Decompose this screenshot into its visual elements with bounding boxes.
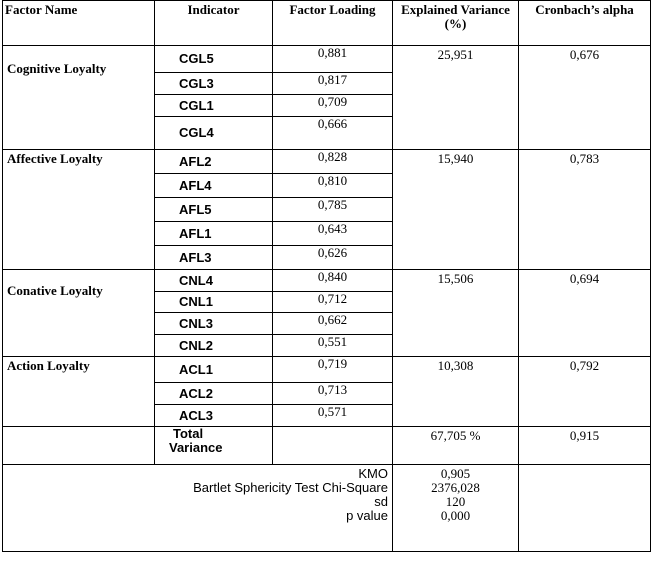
cronbach-alpha-cell: 0,792 xyxy=(519,357,651,427)
table-body xyxy=(3,46,651,552)
factor-loading-cell: 0,713 xyxy=(273,383,393,405)
factor-name-cell: Cognitive Loyalty xyxy=(3,46,155,150)
factor-loading-cell: 0,666 xyxy=(273,117,393,150)
stat-label: KMO xyxy=(358,466,388,481)
factor-loading-cell: 0,643 xyxy=(273,222,393,246)
stat-value: 0,905 xyxy=(440,466,471,481)
indicator-cell: CNL4 xyxy=(155,270,273,292)
factor-loading-cell: 0,810 xyxy=(273,174,393,198)
header-cronbach-alpha: Cronbach’s alpha xyxy=(519,1,651,46)
indicator-cell: CGL4 xyxy=(155,117,273,150)
table-row xyxy=(3,270,651,292)
indicator-cell: AFL2 xyxy=(155,150,273,174)
table-row xyxy=(3,150,651,174)
indicator-cell: AFL5 xyxy=(155,198,273,222)
total-empty-cell xyxy=(3,427,155,465)
factor-loading-cell: 0,626 xyxy=(273,246,393,270)
stats-labels-cell xyxy=(3,465,393,552)
factor-loading-cell: 0,662 xyxy=(273,313,393,335)
indicator-cell: CGL3 xyxy=(155,73,273,95)
cronbach-alpha-cell: 0,783 xyxy=(519,150,651,270)
stats-empty-cell xyxy=(519,465,651,552)
cronbach-alpha-cell: 0,676 xyxy=(519,46,651,150)
factor-name-cell: Affective Loyalty xyxy=(3,150,155,270)
header-explained-variance: Explained Variance (%) xyxy=(393,1,519,46)
factor-loading-cell: 0,840 xyxy=(273,270,393,292)
stats-values-cell xyxy=(393,465,519,552)
total-variance-row xyxy=(3,427,651,465)
total-loading-empty xyxy=(273,427,393,465)
explained-variance-cell: 15,940 xyxy=(393,150,519,270)
factor-loading-cell: 0,709 xyxy=(273,95,393,117)
stat-value: 120 xyxy=(445,494,466,509)
stat-value: 0,000 xyxy=(440,508,471,523)
header-row xyxy=(3,1,651,46)
factor-loading-cell: 0,881 xyxy=(273,46,393,73)
indicator-cell: ACL2 xyxy=(155,383,273,405)
explained-variance-cell: 15,506 xyxy=(393,270,519,357)
factor-name-cell: Action Loyalty xyxy=(3,357,155,427)
stat-label: p value xyxy=(346,508,388,523)
indicator-cell: CNL1 xyxy=(155,292,273,313)
factor-loading-cell: 0,571 xyxy=(273,405,393,427)
indicator-cell: ACL3 xyxy=(155,405,273,427)
total-label-line1: Total xyxy=(173,426,204,441)
header-factor-name: Factor Name xyxy=(3,1,155,46)
total-label-line2: Variance xyxy=(169,440,223,455)
stat-label: Bartlet Sphericity Test Chi-Square xyxy=(193,480,388,495)
indicator-cell: AFL1 xyxy=(155,222,273,246)
factor-analysis-table xyxy=(2,0,651,552)
table-row xyxy=(3,46,651,73)
indicator-cell: CNL3 xyxy=(155,313,273,335)
header-indicator: Indicator xyxy=(155,1,273,46)
indicator-cell: ACL1 xyxy=(155,357,273,383)
factor-loading-cell: 0,785 xyxy=(273,198,393,222)
factor-loading-cell: 0,828 xyxy=(273,150,393,174)
total-variance-label xyxy=(155,427,273,465)
header-factor-loading: Factor Loading xyxy=(273,1,393,46)
indicator-cell: AFL4 xyxy=(155,174,273,198)
stat-value: 2376,028 xyxy=(431,480,480,495)
explained-variance-cell: 25,951 xyxy=(393,46,519,150)
total-variance-value: 67,705 % xyxy=(393,427,519,465)
indicator-cell: AFL3 xyxy=(155,246,273,270)
indicator-cell: CGL1 xyxy=(155,95,273,117)
indicator-cell: CGL5 xyxy=(155,46,273,73)
factor-loading-cell: 0,551 xyxy=(273,335,393,357)
stat-label: sd xyxy=(374,494,388,509)
factor-loading-cell: 0,719 xyxy=(273,357,393,383)
kmo-bartlett-row xyxy=(3,465,651,552)
explained-variance-cell: 10,308 xyxy=(393,357,519,427)
cronbach-alpha-cell: 0,694 xyxy=(519,270,651,357)
factor-name-cell: Conative Loyalty xyxy=(3,270,155,357)
factor-loading-cell: 0,712 xyxy=(273,292,393,313)
total-alpha-value: 0,915 xyxy=(519,427,651,465)
indicator-cell: CNL2 xyxy=(155,335,273,357)
factor-loading-cell: 0,817 xyxy=(273,73,393,95)
table-row xyxy=(3,357,651,383)
